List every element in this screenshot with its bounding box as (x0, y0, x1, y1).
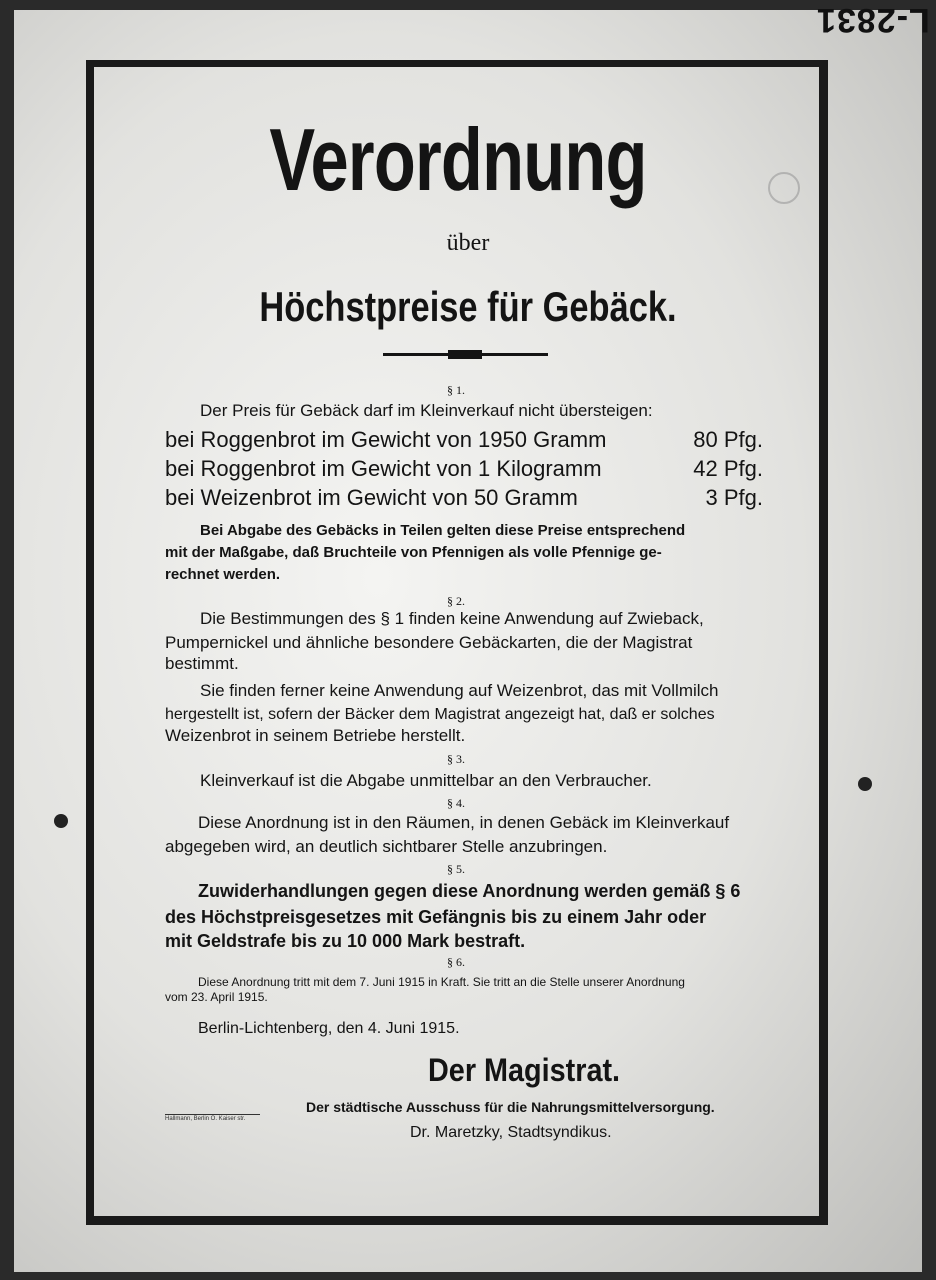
section-2-line: Sie finden ferner keine Anwendung auf Weizenbrot, das mit Vollmilch (200, 681, 719, 700)
price-line-amount: 3 Pfg. (705, 485, 763, 510)
price-line-text: bei Roggenbrot im Gewicht von 1 Kilogramm (165, 456, 602, 481)
section-1-note-line: mit der Maßgabe, daß Bruchteile von Pfennigen als volle Pfennige ge- (165, 544, 662, 561)
frame-border-bottom (86, 1216, 828, 1225)
price-line-amount: 42 Pfg. (693, 456, 763, 481)
frame-border-top (88, 60, 828, 67)
printer-imprint: Hallmann, Berlin O. Kaiser str. (165, 1114, 260, 1122)
section-6-line: Diese Anordnung tritt mit dem 7. Juni 1915 in Kraft. Sie tritt an die Stelle unserer Anordnung (198, 975, 685, 989)
section-1-mark: § 1. (447, 383, 465, 397)
section-2-line: Pumpernickel und ähnliche besondere Gebäckarten, die der Magistrat (165, 633, 693, 652)
section-1-note-line: Bei Abgabe des Gebäcks in Teilen gelten diese Preise entsprechend (200, 522, 686, 539)
section-3-mark: § 3. (447, 752, 465, 766)
section-6-mark: § 6. (447, 955, 465, 969)
section-1-note-line: rechnet werden. (165, 566, 281, 583)
archive-stamp (768, 172, 800, 204)
signer-line: Dr. Maretzky, Stadtsyndikus. (410, 1124, 612, 1141)
section-2-line: Die Bestimmungen des § 1 finden keine Anwendung auf Zwieback, (200, 609, 704, 628)
section-4-line: abgegeben wird, an deutlich sichtbarer Stelle anzubringen. (165, 837, 608, 856)
section-4-mark: § 4. (447, 796, 465, 810)
archive-mark: L-2831 (816, 1, 930, 39)
section-5-line: des Höchstpreisgesetzes mit Gefängnis bis zu einem Jahr oder (165, 907, 707, 927)
section-5-mark: § 5. (447, 862, 465, 876)
price-line (165, 485, 763, 511)
committee-line: Der städtische Ausschuss für die Nahrungsmittelversorgung. (306, 1099, 715, 1115)
section-4-line: Diese Anordnung ist in den Räumen, in denen Gebäck im Kleinverkauf (198, 813, 730, 832)
section-2-mark: § 2. (447, 594, 465, 608)
section-5-line: Zuwiderhandlungen gegen diese Anordnung werden gemäß § 6 (198, 881, 741, 901)
authority-signature: Der Magistrat. (428, 1052, 621, 1088)
section-1-intro: Der Preis für Gebäck darf im Kleinverkauf nicht übersteigen: (200, 401, 653, 420)
price-line (165, 456, 763, 482)
section-2-line: bestimmt. (165, 654, 239, 673)
section-3-text: Kleinverkauf ist die Abgabe unmittelbar an den Verbraucher. (200, 771, 652, 790)
price-line-text: bei Weizenbrot im Gewicht von 50 Gramm (165, 485, 578, 510)
section-2-line: Weizenbrot in seinem Betriebe herstellt. (165, 726, 466, 745)
pin-hole-right (858, 777, 872, 791)
price-line-amount: 80 Pfg. (693, 427, 763, 452)
section-6-line: vom 23. April 1915. (165, 990, 268, 1004)
poster-subtitle: Höchstpreise für Gebäck. (259, 283, 677, 330)
date-line: Berlin-Lichtenberg, den 4. Juni 1915. (198, 1020, 460, 1037)
price-line (165, 427, 763, 453)
price-line-text: bei Roggenbrot im Gewicht von 1950 Gramm (165, 427, 607, 452)
section-2-line: hergestellt ist, sofern der Bäcker dem Magistrat angezeigt hat, daß er solches (165, 706, 715, 723)
section-5-line: mit Geldstrafe bis zu 10 000 Mark bestraft. (165, 931, 526, 951)
frame-border-left (86, 60, 94, 1225)
divider-ornament (448, 350, 482, 359)
subtitle-preposition: über (446, 230, 490, 256)
poster-title: Verordnung (269, 110, 647, 209)
pin-hole-left (54, 814, 68, 828)
